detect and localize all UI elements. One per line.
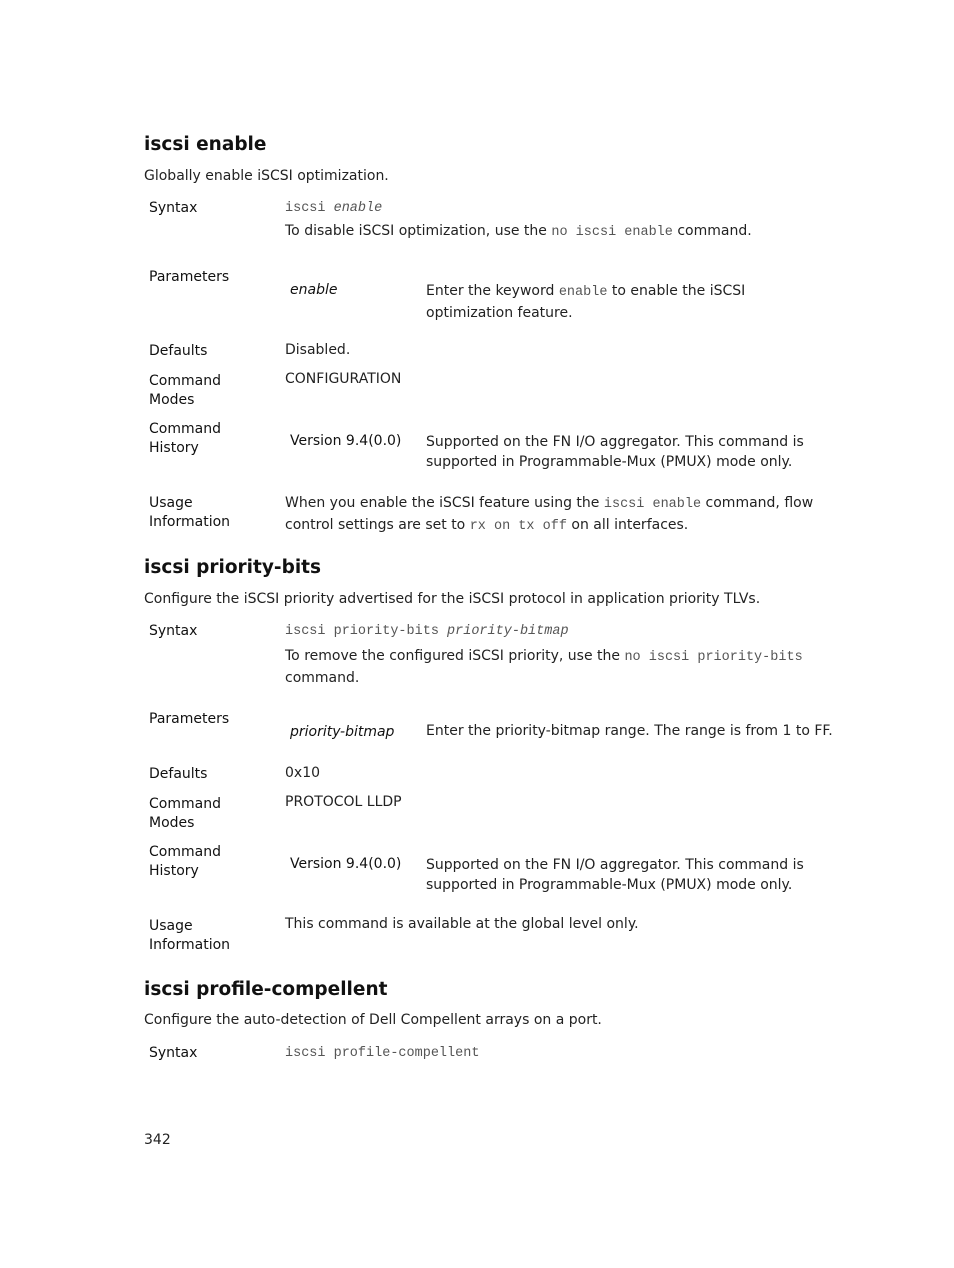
- history-description: Supported on the FN I/O aggregator. This command is supported in Programmable-Mux (PMUX) mode only.: [426, 434, 804, 470]
- defaults-value: Disabled.: [285, 342, 351, 358]
- command-history-label: Command History: [149, 421, 221, 456]
- parameters-label: Parameters: [149, 269, 230, 285]
- syntax-command: iscsi enable: [285, 201, 383, 216]
- section-description: Configure the auto-detection of Dell Compellent arrays on a port.: [144, 1012, 602, 1028]
- parameters-label: Parameters: [149, 711, 230, 727]
- section-title: iscsi priority-bits: [144, 557, 322, 578]
- syntax-command: iscsi priority-bits priority-bitmap: [285, 624, 569, 639]
- defaults-label: Defaults: [149, 766, 208, 782]
- syntax-remove-note: To disable iSCSI optimization, use the no iscsi enable command.: [285, 223, 752, 240]
- history-version: Version 9.4(0.0): [290, 433, 402, 449]
- history-description: Supported on the FN I/O aggregator. This command is supported in Programmable-Mux (PMUX) mode only.: [426, 857, 804, 893]
- parameter-description: Enter the priority-bitmap range. The range is from 1 to FF.: [426, 723, 833, 739]
- syntax-label: Syntax: [149, 623, 198, 639]
- usage-information-label: Usage Information: [149, 495, 231, 530]
- section-title: iscsi enable: [144, 134, 267, 155]
- command-history-label: Command History: [149, 844, 221, 879]
- syntax-label: Syntax: [149, 1045, 198, 1061]
- syntax-command: iscsi profile-compellent: [285, 1046, 480, 1061]
- command-modes-label: Command Modes: [149, 796, 221, 831]
- usage-information-label: Usage Information: [149, 918, 231, 953]
- defaults-value: 0x10: [285, 765, 321, 781]
- section-description: Globally enable iSCSI optimization.: [144, 168, 389, 184]
- usage-information-text: This command is available at the global level only.: [285, 916, 639, 932]
- parameter-description: Enter the keyword enable to enable the iSCSI optimization feature.: [426, 283, 746, 321]
- section-description: Configure the iSCSI priority advertised for the iSCSI protocol in application priority TLVs.: [144, 591, 761, 607]
- command-modes-value: PROTOCOL LLDP: [285, 794, 402, 810]
- syntax-label: Syntax: [149, 200, 198, 216]
- syntax-remove-note: To remove the configured iSCSI priority, use the no iscsi priority-bits command.: [285, 648, 803, 686]
- command-modes-label: Command Modes: [149, 373, 221, 408]
- parameter-name: priority-bitmap: [290, 724, 395, 740]
- command-modes-value: CONFIGURATION: [285, 371, 402, 387]
- defaults-label: Defaults: [149, 343, 208, 359]
- usage-information-text: When you enable the iSCSI feature using the iscsi enable command, flow control settings are set to rx on tx off on all interfaces.: [285, 495, 814, 534]
- section-title: iscsi profile-compellent: [144, 979, 388, 1000]
- parameter-name: enable: [290, 282, 338, 298]
- history-version: Version 9.4(0.0): [290, 856, 402, 872]
- page-number: 342: [144, 1132, 171, 1148]
